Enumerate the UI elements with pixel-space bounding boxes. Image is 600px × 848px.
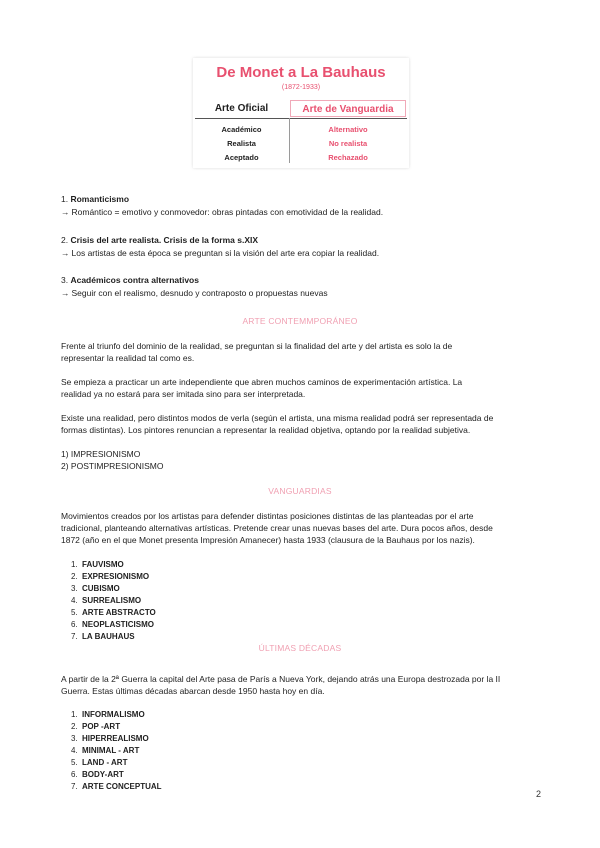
list-item: 7. LA BAUHAUS — [71, 632, 135, 641]
paragraph-line: A partir de la 2ª Guerra la capital del Arte pasa de París a Nueva York, dejando atrás una Europa destrozada por la II — [61, 674, 501, 684]
left-column-header: Arte Oficial — [214, 103, 269, 114]
page-number: 2 — [536, 789, 542, 799]
section-heading: ARTE CONTEMMPORÁNEO — [242, 316, 358, 326]
point-title: 2. Crisis del arte realista. Crisis de la forma s.XIX — [61, 235, 259, 245]
list-item: 4. MINIMAL - ART — [71, 746, 140, 755]
point-title: 1. Romanticismo — [61, 194, 130, 204]
paragraph-line: Frente al triunfo del dominio de la realidad, se preguntan si la finalidad del arte y del artista es solo la de — [61, 341, 453, 351]
paragraph-line: realidad ya no estará para ser imitada sino para ser interpretada. — [61, 389, 306, 399]
table-cell-left: Académico — [221, 125, 262, 134]
list-item: 3. HIPERREALISMO — [71, 734, 149, 743]
list-item: 3. CUBISMO — [71, 584, 120, 593]
list-item: 1. FAUVISMO — [71, 560, 124, 569]
paragraph-line: formas distintas). Los pintores renuncian a representar la realidad objetiva, optando por la realidad subjetiva. — [61, 425, 471, 435]
paragraph-line: tradicional, planteando alternativas artísticas. Pretende crear unas nuevas bases del arte. Dura pocos años, desde — [61, 523, 493, 533]
point-detail: → Romántico = emotivo y conmovedor: obras pintadas con emotividad de la realidad. — [61, 207, 384, 217]
header-divider — [195, 118, 407, 119]
arrow-right-icon: → — [61, 207, 70, 217]
card-subtitle: (1872-1933) — [281, 84, 321, 91]
point-detail: → Los artistas de esta época se preguntan si la visión del arte era copiar la realidad. — [61, 248, 380, 258]
table-cell-left: Realista — [227, 139, 256, 148]
list-item: 5. ARTE ABSTRACTO — [71, 608, 156, 617]
vanguardias-list — [61, 559, 156, 643]
card-title: De Monet a La Bauhaus — [216, 64, 386, 81]
list-item: 2. POP -ART — [71, 722, 121, 731]
table-cell-right: Rechazado — [328, 153, 368, 162]
point-title: 3. Académicos contra alternativos — [61, 275, 199, 285]
list-item: 2. EXPRESIONISMO — [71, 572, 150, 581]
list-item: 1. INFORMALISMO — [71, 710, 145, 719]
arrow-right-icon: → — [61, 248, 70, 258]
list-item: 6. BODY-ART — [71, 770, 124, 779]
point-detail: → Seguir con el realismo, desnudo y contraposto o propuestas nuevas — [61, 288, 328, 298]
list-item: 2) POSTIMPRESIONISMO — [61, 461, 164, 471]
table-cell-left: Aceptado — [224, 153, 259, 162]
paragraph-line: Movimientos creados por los artistas para defender distintas posiciones distintas de las planteadas por el arte — [61, 511, 474, 521]
right-column-header: Arte de Vanguardia — [290, 100, 406, 117]
title-card — [193, 58, 409, 168]
list-item: 6. NEOPLASTICISMO — [71, 620, 155, 629]
section-heading: VANGUARDIAS — [268, 486, 332, 496]
list-item: 1) IMPRESIONISMO — [61, 449, 141, 459]
paragraph-line: Guerra. Estas últimas décadas abarcan desde 1950 hasta hoy en día. — [61, 686, 325, 696]
table-cell-right: No realista — [328, 139, 368, 148]
paragraph-line: representar la realidad tal como es. — [61, 353, 195, 363]
section-heading: ÚLTIMAS DÉCADAS — [258, 643, 342, 653]
list-item: 4. SURREALISMO — [71, 596, 142, 605]
paragraph-line: Se empieza a practicar un arte independiente que abren muchos caminos de experimentación artística. La — [61, 377, 463, 387]
list-item: 5. LAND - ART — [71, 758, 128, 767]
list-item: 7. ARTE CONCEPTUAL — [71, 782, 162, 791]
table-cell-right: Alternativo — [328, 125, 368, 134]
paragraph-line: 1872 (año en el que Monet presenta Impresión Amanecer) hasta 1933 (clausura de la Bauhaus por los nazis). — [61, 535, 475, 545]
paragraph-line: Existe una realidad, pero distintos modos de verla (según el artista, una misma realidad podrá ser representada de — [61, 413, 494, 423]
arrow-right-icon: → — [61, 288, 70, 298]
ultimas-list — [61, 709, 162, 793]
